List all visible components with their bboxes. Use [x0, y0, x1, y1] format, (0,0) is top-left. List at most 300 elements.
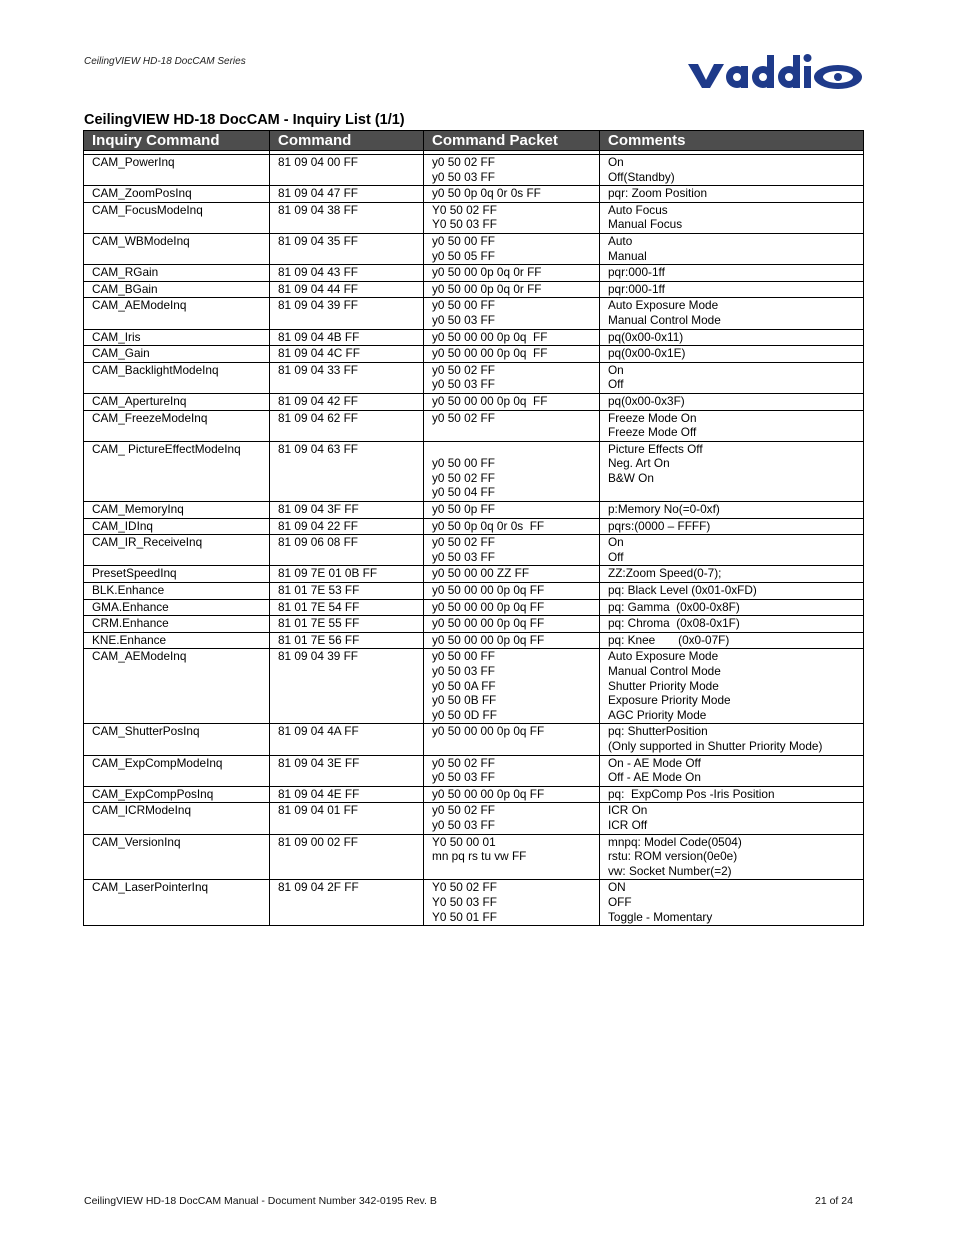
cell-inquiry-command-text: CAM_LaserPointerInq [92, 880, 209, 895]
cell-comments [600, 298, 864, 329]
cell-comments-line: Freeze Mode On [608, 410, 697, 425]
cell-command-packet [424, 346, 600, 363]
cell-comments-line: ICR Off [608, 817, 648, 832]
table-row [84, 803, 864, 834]
cell-command-packet-line: y0 50 00 FF [432, 298, 495, 313]
cell-command-text: 81 09 04 62 FF [278, 410, 359, 425]
cell-command [270, 880, 424, 926]
cell-command-packet-line: y0 50 00 00 0p 0q FF [432, 786, 545, 801]
cell-command-text: 81 09 04 3E FF [278, 755, 360, 770]
cell-command-text: 81 01 7E 53 FF [278, 583, 360, 598]
cell-command-packet-line: Y0 50 03 FF [432, 894, 497, 909]
cell-comments [600, 755, 864, 786]
cell-inquiry-command [84, 649, 270, 724]
cell-command-packet [424, 616, 600, 633]
cell-comments [600, 566, 864, 583]
vaddio-logo [686, 50, 882, 90]
cell-comments [600, 583, 864, 600]
cell-inquiry-command [84, 281, 270, 298]
cell-inquiry-command-text: CAM_BGain [92, 281, 158, 296]
table-row [84, 155, 864, 186]
cell-comments-line: Manual Focus [608, 217, 683, 232]
cell-comments-line: ON [608, 880, 626, 895]
cell-comments-line: Toggle - Momentary [608, 909, 713, 924]
table-row [84, 616, 864, 633]
cell-inquiry-command [84, 583, 270, 600]
cell-command-packet-line: y0 50 00 00 0p 0q FF [432, 632, 545, 647]
cell-command [270, 632, 424, 649]
cell-command-text: 81 09 04 63 FF [278, 441, 359, 456]
cell-inquiry-command [84, 233, 270, 264]
cell-comments [600, 518, 864, 535]
cell-command [270, 155, 424, 186]
cell-command-packet-line: y0 50 00 0p 0q 0r FF [432, 281, 542, 296]
cell-command-packet-line: y0 50 0B FF [432, 693, 497, 708]
cell-command-packet-line: y0 50 03 FF [432, 312, 495, 327]
cell-command-text: 81 09 04 3F FF [278, 502, 359, 517]
cell-comments-line: B&W On [608, 470, 654, 485]
cell-command-text: 81 09 04 33 FF [278, 362, 359, 377]
cell-inquiry-command-text: CAM_ExpCompPosInq [92, 786, 214, 801]
cell-command-packet-line: y0 50 00 FF [432, 649, 495, 664]
cell-comments-line: ZZ:Zoom Speed(0-7); [608, 566, 722, 581]
cell-inquiry-command [84, 329, 270, 346]
cell-comments-line: On [608, 155, 624, 169]
cell-command [270, 535, 424, 566]
table-row [84, 502, 864, 519]
cell-inquiry-command-text: CAM_BacklightModeInq [92, 362, 219, 377]
cell-comments [600, 724, 864, 755]
cell-inquiry-command [84, 632, 270, 649]
cell-inquiry-command [84, 441, 270, 501]
cell-comments-line: Manual [608, 248, 647, 263]
inquiry-table-body [84, 155, 864, 926]
cell-comments-line: pqrs:(0000 – FFFF) [608, 518, 711, 533]
cell-command-packet [424, 202, 600, 233]
cell-command [270, 755, 424, 786]
cell-command-packet-line: y0 50 00 FF [432, 456, 495, 471]
cell-command [270, 265, 424, 282]
cell-command-packet-line: y0 50 03 FF [432, 817, 495, 832]
cell-command [270, 786, 424, 803]
table-row [84, 649, 864, 724]
cell-inquiry-command [84, 566, 270, 583]
cell-comments [600, 880, 864, 926]
cell-comments [600, 616, 864, 633]
cell-inquiry-command [84, 202, 270, 233]
cell-inquiry-command [84, 755, 270, 786]
cell-inquiry-command [84, 880, 270, 926]
cell-inquiry-command [84, 803, 270, 834]
header-series-title: CeilingVIEW HD-18 DocCAM Series [84, 56, 246, 67]
cell-inquiry-command-text: CAM_FocusModeInq [92, 202, 203, 217]
cell-comments [600, 599, 864, 616]
cell-command [270, 410, 424, 441]
page-title: CeilingVIEW HD-18 DocCAM - Inquiry List (1/1) [84, 112, 405, 128]
header-inquiry-command: Inquiry Command [84, 131, 270, 151]
cell-command-text: 81 09 06 08 FF [278, 535, 359, 550]
cell-command [270, 281, 424, 298]
cell-comments-line: mnpq: Model Code(0504) [608, 834, 742, 849]
cell-command-packet-line: y0 50 00 0p 0q 0r FF [432, 265, 542, 280]
cell-comments-line: (Only supported in Shutter Priority Mode) [608, 738, 823, 753]
cell-inquiry-command-text: BLK.Enhance [92, 583, 165, 598]
cell-command-packet [424, 502, 600, 519]
cell-command-packet-line: y0 50 0A FF [432, 678, 496, 693]
cell-command-packet [424, 362, 600, 393]
cell-command-text: 81 09 04 00 FF [278, 155, 359, 169]
cell-command-packet-line: y0 50 03 FF [432, 169, 495, 184]
cell-command-packet-line: y0 50 02 FF [432, 362, 495, 377]
cell-inquiry-command-text: CAM_IDInq [92, 518, 153, 533]
cell-inquiry-command-text: CAM_AEModeInq [92, 298, 187, 313]
header-comments: Comments [600, 131, 864, 151]
cell-command-text: 81 09 04 44 FF [278, 281, 359, 296]
cell-comments-line: Auto Focus [608, 202, 668, 217]
cell-command-packet-line: y0 50 03 FF [432, 770, 495, 785]
cell-command-packet-line: y0 50 02 FF [432, 755, 495, 770]
cell-comments-line: pq: Black Level (0x01-0xFD) [608, 583, 757, 598]
footer-page-number: 21 of 24 [815, 1195, 853, 1207]
cell-command-text: 81 09 04 39 FF [278, 649, 359, 664]
cell-inquiry-command [84, 724, 270, 755]
cell-command-text: 81 09 04 01 FF [278, 803, 359, 818]
cell-command-text: 81 09 04 4A FF [278, 724, 359, 739]
cell-command-packet-line: y0 50 0p 0q 0r 0s FF [432, 518, 545, 533]
cell-command-packet-line: y0 50 00 00 0p 0q FF [432, 393, 548, 408]
cell-command-text: 81 09 04 43 FF [278, 265, 359, 280]
cell-comments [600, 649, 864, 724]
table-row [84, 518, 864, 535]
cell-command [270, 502, 424, 519]
cell-command-text: 81 09 04 4C FF [278, 346, 360, 361]
cell-command-packet-line: y0 50 03 FF [432, 549, 495, 564]
table-row [84, 566, 864, 583]
cell-command-packet-line: y0 50 00 00 0p 0q FF [432, 329, 548, 344]
cell-comments [600, 632, 864, 649]
cell-comments [600, 410, 864, 441]
table-row [84, 362, 864, 393]
cell-comments-line: pq(0x00-0x3F) [608, 393, 685, 408]
cell-command [270, 599, 424, 616]
header-command: Command [270, 131, 424, 151]
cell-command-text: 81 01 7E 55 FF [278, 616, 360, 631]
cell-command [270, 834, 424, 880]
cell-command-packet-line: y0 50 00 00 0p 0q FF [432, 599, 545, 614]
cell-inquiry-command-text: KNE.Enhance [92, 632, 167, 647]
table-row [84, 880, 864, 926]
cell-comments [600, 786, 864, 803]
cell-command [270, 393, 424, 410]
table-row [84, 441, 864, 501]
cell-command [270, 186, 424, 203]
cell-comments-line: rstu: ROM version(0e0e) [608, 849, 738, 864]
cell-comments-line: Off(Standby) [608, 169, 675, 184]
cell-command-packet [424, 186, 600, 203]
cell-command-packet-line: y0 50 02 FF [432, 803, 495, 818]
cell-comments-line: pq: Gamma (0x00-0x8F) [608, 599, 740, 614]
cell-command-packet [424, 632, 600, 649]
cell-inquiry-command-text: CAM_IR_ReceiveInq [92, 535, 203, 550]
cell-command-packet-line: y0 50 00 00 0p 0q FF [432, 616, 545, 631]
cell-comments-line: On [608, 535, 624, 550]
table-row [84, 233, 864, 264]
cell-inquiry-command [84, 410, 270, 441]
cell-command-packet-line [432, 442, 591, 457]
cell-comments [600, 281, 864, 298]
table-row [84, 186, 864, 203]
cell-command-packet [424, 233, 600, 264]
cell-command-packet [424, 155, 600, 186]
cell-command-packet [424, 298, 600, 329]
cell-inquiry-command-text: CAM_ICRModeInq [92, 803, 192, 818]
cell-comments-line: pqr:000-1ff [608, 281, 665, 296]
cell-command [270, 298, 424, 329]
inquiry-table [83, 130, 864, 926]
cell-command-text: 81 09 04 22 FF [278, 518, 359, 533]
cell-inquiry-command-text: CRM.Enhance [92, 616, 169, 631]
cell-command-packet [424, 281, 600, 298]
table-row [84, 724, 864, 755]
cell-inquiry-command [84, 502, 270, 519]
cell-command-text: 81 09 00 02 FF [278, 834, 359, 849]
cell-command-packet-line: y0 50 00 00 0p 0q FF [432, 346, 548, 361]
table-row [84, 632, 864, 649]
table-row [84, 786, 864, 803]
cell-comments [600, 329, 864, 346]
cell-command-packet-line: y0 50 0D FF [432, 707, 497, 722]
cell-inquiry-command-text: CAM_Gain [92, 346, 150, 361]
cell-command-packet [424, 329, 600, 346]
table-row [84, 535, 864, 566]
cell-inquiry-command [84, 298, 270, 329]
table-row [84, 298, 864, 329]
cell-command [270, 724, 424, 755]
cell-command-packet [424, 649, 600, 724]
cell-command [270, 233, 424, 264]
cell-comments-line: pq(0x00-0x11) [608, 329, 684, 344]
cell-comments [600, 202, 864, 233]
cell-comments [600, 393, 864, 410]
cell-inquiry-command [84, 834, 270, 880]
cell-inquiry-command [84, 518, 270, 535]
cell-inquiry-command-text: CAM_VersionInq [92, 834, 181, 849]
cell-comments [600, 502, 864, 519]
cell-comments [600, 535, 864, 566]
cell-command-text: 81 09 04 2F FF [278, 880, 359, 895]
cell-command-packet [424, 518, 600, 535]
cell-command-text: 81 09 04 4E FF [278, 786, 360, 801]
cell-command-packet-line: y0 50 00 00 0p 0q FF [432, 724, 545, 739]
table-header-row [84, 131, 864, 151]
cell-command-packet-line: y0 50 0p 0q 0r 0s FF [432, 186, 541, 201]
cell-command [270, 346, 424, 363]
cell-inquiry-command [84, 155, 270, 186]
cell-comments-line: pq: ShutterPosition [608, 724, 708, 739]
cell-command-text: 81 09 04 39 FF [278, 298, 359, 313]
cell-command-packet [424, 755, 600, 786]
cell-comments-line: p:Memory No(=0-0xf) [608, 502, 720, 517]
cell-comments [600, 265, 864, 282]
cell-command-text: 81 09 04 42 FF [278, 393, 359, 408]
header-command-packet: Command Packet [424, 131, 600, 151]
cell-command-packet-line: y0 50 02 FF [432, 470, 495, 485]
cell-comments-line: pqr: Zoom Position [608, 186, 708, 201]
table-row [84, 202, 864, 233]
cell-comments-line: pq: ExpComp Pos -Iris Position [608, 786, 775, 801]
cell-inquiry-command [84, 616, 270, 633]
cell-command-packet [424, 724, 600, 755]
cell-comments-line: vw: Socket Number(=2) [608, 863, 732, 878]
cell-command [270, 583, 424, 600]
cell-inquiry-command [84, 599, 270, 616]
cell-inquiry-command [84, 346, 270, 363]
cell-comments-line: Picture Effects Off [608, 441, 703, 456]
cell-command-packet-line: y0 50 02 FF [432, 410, 495, 425]
cell-comments-line: Manual Control Mode [608, 664, 721, 678]
cell-inquiry-command-text: CAM_RGain [92, 265, 159, 280]
cell-command-packet-line: y0 50 02 FF [432, 535, 495, 550]
cell-command-packet-line: Y0 50 00 01 [432, 834, 496, 849]
footer-document-info: CeilingVIEW HD-18 DocCAM Manual - Document Number 342-0195 Rev. B [84, 1195, 437, 1207]
cell-command [270, 441, 424, 501]
cell-comments-line: pq: Knee (0x0-07F) [608, 632, 730, 647]
cell-comments-line: Shutter Priority Mode [608, 678, 719, 693]
cell-inquiry-command-text: CAM_ExpCompModeInq [92, 755, 223, 770]
cell-command-text: 81 01 7E 54 FF [278, 599, 360, 614]
cell-command-packet-line: Y0 50 02 FF [432, 880, 497, 895]
cell-inquiry-command-text: CAM_FreezeModeInq [92, 410, 208, 425]
table-row [84, 281, 864, 298]
cell-inquiry-command-text: CAM_ApertureInq [92, 393, 187, 408]
cell-inquiry-command-text: GMA.Enhance [92, 599, 169, 614]
cell-comments [600, 186, 864, 203]
cell-comments [600, 803, 864, 834]
cell-comments-line: Off - AE Mode On [608, 770, 701, 785]
cell-command-packet-line: y0 50 00 00 ZZ FF [432, 566, 530, 581]
cell-command-packet-line: mn pq rs tu vw FF [432, 849, 527, 864]
table-row [84, 329, 864, 346]
cell-command-packet [424, 535, 600, 566]
cell-comments-line: On - AE Mode Off [608, 755, 701, 770]
cell-command-text: 81 09 04 4B FF [278, 329, 360, 344]
cell-inquiry-command-text: PresetSpeedInq [92, 566, 177, 581]
cell-comments-line: On [608, 362, 624, 377]
table-row [84, 393, 864, 410]
cell-command-packet-line: y0 50 05 FF [432, 248, 495, 263]
cell-command-packet-line: Y0 50 03 FF [432, 217, 497, 232]
cell-command [270, 649, 424, 724]
cell-comments-line: Auto Exposure Mode [608, 649, 719, 664]
cell-inquiry-command [84, 535, 270, 566]
cell-command [270, 616, 424, 633]
cell-command-packet [424, 265, 600, 282]
cell-command-packet-line: y0 50 03 FF [432, 377, 495, 392]
cell-inquiry-command [84, 786, 270, 803]
cell-command-packet [424, 834, 600, 880]
table-row [84, 410, 864, 441]
cell-inquiry-command [84, 186, 270, 203]
cell-command-packet-line: y0 50 00 00 0p 0q FF [432, 583, 545, 598]
cell-command [270, 362, 424, 393]
cell-inquiry-command-text: CAM_WBModeInq [92, 233, 190, 248]
cell-command-text: 81 09 04 35 FF [278, 233, 359, 248]
table-row [84, 599, 864, 616]
table-row [84, 834, 864, 880]
cell-command-packet-line: y0 50 02 FF [432, 155, 495, 169]
cell-inquiry-command [84, 393, 270, 410]
cell-inquiry-command [84, 265, 270, 282]
cell-command-packet [424, 393, 600, 410]
table-row [84, 346, 864, 363]
cell-comments [600, 155, 864, 186]
cell-comments-line: Freeze Mode Off [608, 425, 697, 440]
cell-command-packet-line: Y0 50 02 FF [432, 202, 497, 217]
cell-comments [600, 233, 864, 264]
cell-command-text: 81 09 04 38 FF [278, 202, 359, 217]
cell-inquiry-command [84, 362, 270, 393]
cell-comments-line: AGC Priority Mode [608, 707, 707, 722]
cell-inquiry-command-text: CAM_AEModeInq [92, 649, 187, 664]
cell-comments-line: OFF [608, 894, 632, 909]
cell-comments-line: Auto Exposure Mode [608, 298, 719, 313]
cell-command-packet-line: y0 50 04 FF [432, 485, 495, 500]
cell-comments-line: pq: Chroma (0x08-0x1F) [608, 616, 740, 631]
cell-command-packet [424, 803, 600, 834]
cell-command [270, 202, 424, 233]
cell-command-packet [424, 583, 600, 600]
cell-command-packet-line: y0 50 03 FF [432, 664, 495, 678]
cell-comments [600, 441, 864, 501]
cell-comments-line: Manual Control Mode [608, 312, 721, 327]
cell-comments-line: pq(0x00-0x1E) [608, 346, 686, 361]
cell-command-packet [424, 566, 600, 583]
cell-comments-line: Off [608, 549, 624, 564]
cell-command-text: 81 09 04 47 FF [278, 186, 359, 201]
cell-command [270, 566, 424, 583]
cell-command-packet [424, 410, 600, 441]
cell-comments [600, 346, 864, 363]
cell-command [270, 329, 424, 346]
cell-comments-line: pqr:000-1ff [608, 265, 665, 280]
cell-comments-line: ICR On [608, 803, 648, 818]
cell-command-packet-line: Y0 50 01 FF [432, 909, 497, 924]
cell-command-packet-line: y0 50 0p FF [432, 502, 495, 517]
cell-comments [600, 834, 864, 880]
cell-comments-line: Off [608, 377, 624, 392]
cell-comments-line: Exposure Priority Mode [608, 693, 731, 708]
cell-inquiry-command-text: CAM_ZoomPosInq [92, 186, 192, 201]
cell-inquiry-command-text: CAM_MemoryInq [92, 502, 184, 517]
cell-inquiry-command-text: CAM_Iris [92, 329, 141, 344]
cell-comments-line: Auto [608, 233, 633, 248]
cell-command-packet [424, 880, 600, 926]
cell-command-packet [424, 441, 600, 501]
cell-inquiry-command-text: CAM_ PictureEffectModeInq [92, 441, 241, 456]
cell-command [270, 518, 424, 535]
cell-inquiry-command-text: CAM_PowerInq [92, 155, 175, 169]
cell-command-packet-line: y0 50 00 FF [432, 233, 495, 248]
table-row [84, 755, 864, 786]
table-row [84, 583, 864, 600]
table-row [84, 265, 864, 282]
cell-command [270, 803, 424, 834]
cell-comments [600, 362, 864, 393]
cell-command-packet [424, 599, 600, 616]
cell-command-text: 81 01 7E 56 FF [278, 632, 360, 647]
cell-comments-line: Neg. Art On [608, 456, 670, 471]
cell-inquiry-command-text: CAM_ShutterPosInq [92, 724, 200, 739]
